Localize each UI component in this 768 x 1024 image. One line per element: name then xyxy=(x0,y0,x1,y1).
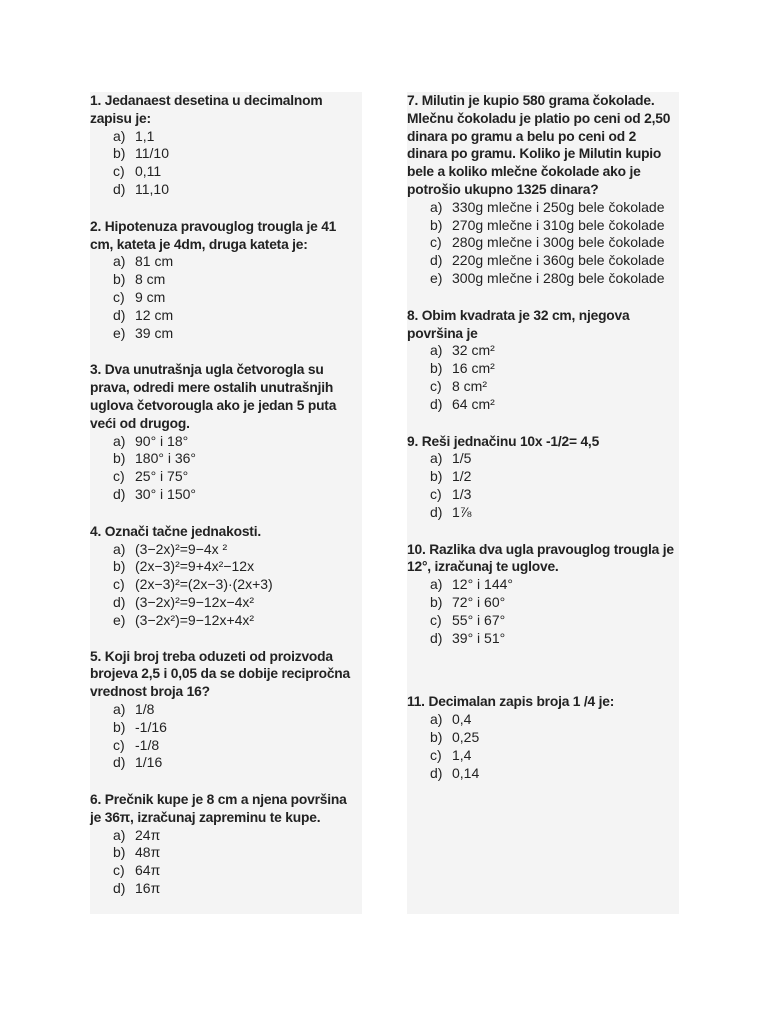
question-text: 11. Decimalan zapis broja 1 /4 je: xyxy=(407,694,615,710)
option-text: 64 cm² xyxy=(452,395,495,412)
answer-option xyxy=(430,729,679,747)
answer-option xyxy=(430,234,679,252)
option-letter: d) xyxy=(113,880,126,897)
option-letter: a) xyxy=(113,432,126,449)
answer-option xyxy=(430,360,679,378)
option-text: 90° i 18° xyxy=(135,432,189,449)
answer-option xyxy=(113,612,362,630)
answer-option xyxy=(113,307,362,325)
answer-option xyxy=(113,128,362,146)
answer-options xyxy=(407,450,679,521)
option-text: 0,4 xyxy=(452,711,472,728)
option-letter: c) xyxy=(113,163,125,180)
question-text: 1. Jedanaest desetina u decimalnom zapisu je: xyxy=(90,93,323,126)
right-column xyxy=(407,92,679,914)
answer-option xyxy=(113,737,362,755)
question-text: 10. Razlika dva ugla pravouglog trougla je 12°, izračunaj te uglove. xyxy=(407,541,674,575)
option-text: 81 cm xyxy=(135,253,174,270)
question-11 xyxy=(407,693,679,782)
answer-option xyxy=(113,719,362,737)
option-letter: d) xyxy=(430,252,443,269)
option-letter: d) xyxy=(113,593,126,610)
answer-option xyxy=(113,253,362,271)
option-text: 1⅞ xyxy=(452,503,472,520)
answer-option xyxy=(113,594,362,612)
option-letter: d) xyxy=(113,485,126,502)
option-text: 0,14 xyxy=(452,764,480,781)
option-letter: d) xyxy=(430,503,443,520)
option-letter: c) xyxy=(430,485,442,502)
option-text: 1/5 xyxy=(452,450,472,467)
question-9 xyxy=(407,433,679,522)
option-text: 330g mlečne i 250g bele čokolade xyxy=(452,198,665,215)
option-text: 11,10 xyxy=(135,180,169,197)
option-text: 1,4 xyxy=(452,746,472,763)
question-4 xyxy=(90,523,362,630)
answer-option xyxy=(113,325,362,343)
left-column xyxy=(90,92,362,914)
option-text: (3−2x)²=9−4x ² xyxy=(135,540,228,557)
answer-option xyxy=(113,486,362,504)
option-text: 64π xyxy=(135,862,161,879)
question-text: 2. Hipotenuza pravouglog trougla je 41 cm, kateta je 4dm, druga kateta je: xyxy=(90,218,337,252)
option-letter: d) xyxy=(430,764,443,781)
option-text: 8 cm² xyxy=(452,377,487,394)
answer-option xyxy=(430,711,679,729)
answer-option xyxy=(113,468,362,486)
answer-option xyxy=(430,594,679,612)
option-text: (3−2x)²=9−12x−4x² xyxy=(135,593,255,610)
question-1 xyxy=(90,92,362,199)
option-letter: b) xyxy=(430,593,443,610)
option-letter: e) xyxy=(430,269,443,286)
option-text: 1/3 xyxy=(452,485,472,502)
option-letter: a) xyxy=(430,342,443,359)
option-text: 12° i 144° xyxy=(452,576,514,593)
answer-option xyxy=(430,765,679,783)
answer-option xyxy=(113,880,362,898)
question-2 xyxy=(90,218,362,343)
option-text: 270g mlečne i 310g bele čokolade xyxy=(452,216,665,233)
option-letter: b) xyxy=(113,558,126,575)
answer-options xyxy=(90,433,362,504)
option-text: 32 cm² xyxy=(452,342,495,359)
option-letter: a) xyxy=(113,540,126,557)
option-letter: b) xyxy=(430,216,443,233)
option-letter: a) xyxy=(113,253,126,270)
answer-option xyxy=(430,747,679,765)
question-7 xyxy=(407,92,679,288)
answer-option xyxy=(113,433,362,451)
option-text: 24π xyxy=(135,826,161,843)
option-text: -1/16 xyxy=(135,718,167,735)
answer-option xyxy=(430,252,679,270)
option-text: 39 cm xyxy=(135,324,174,341)
option-letter: e) xyxy=(113,324,126,341)
option-text: 280g mlečne i 300g bele čokolade xyxy=(452,234,665,251)
answer-options xyxy=(407,199,679,288)
answer-option xyxy=(430,270,679,288)
option-letter: d) xyxy=(113,754,126,771)
question-3 xyxy=(90,361,362,503)
option-letter: c) xyxy=(113,468,125,485)
option-text: (2x−3)²=9+4x²−12x xyxy=(135,558,255,575)
option-letter: a) xyxy=(430,450,443,467)
answer-option xyxy=(430,396,679,414)
answer-option xyxy=(113,541,362,559)
option-letter: b) xyxy=(113,145,126,162)
option-letter: c) xyxy=(113,862,125,879)
option-letter: d) xyxy=(430,629,443,646)
question-text: 9. Reši jednačinu 10x -1/2= 4,5 xyxy=(407,433,600,449)
answer-option xyxy=(430,630,679,648)
option-text: 39° i 51° xyxy=(452,629,506,646)
option-letter: a) xyxy=(113,700,126,717)
answer-option xyxy=(113,450,362,468)
option-text: (2x−3)²=(2x−3)·(2x+3) xyxy=(135,576,273,593)
answer-option xyxy=(113,827,362,845)
option-letter: b) xyxy=(113,844,126,861)
option-text: 12 cm xyxy=(135,306,174,323)
option-letter: c) xyxy=(113,576,125,593)
answer-option xyxy=(113,271,362,289)
option-text: 1/2 xyxy=(452,468,472,485)
answer-option xyxy=(430,199,679,217)
answer-option xyxy=(430,468,679,486)
answer-options xyxy=(90,827,362,898)
option-text: 0,11 xyxy=(135,163,162,180)
answer-option xyxy=(113,558,362,576)
answer-options xyxy=(90,128,362,199)
option-letter: e) xyxy=(113,611,126,628)
option-letter: d) xyxy=(113,306,126,323)
answer-option xyxy=(113,701,362,719)
option-text: 16π xyxy=(135,880,161,897)
question-8 xyxy=(407,307,679,414)
answer-option xyxy=(113,844,362,862)
option-text: (3−2x²)=9−12x+4x² xyxy=(135,611,255,628)
option-letter: b) xyxy=(430,468,443,485)
option-letter: d) xyxy=(430,395,443,412)
question-6 xyxy=(90,791,362,898)
option-text: 16 cm² xyxy=(452,360,495,377)
option-text: 300g mlečne i 280g bele čokolade xyxy=(452,269,665,286)
option-letter: b) xyxy=(113,271,126,288)
option-letter: b) xyxy=(430,360,443,377)
option-letter: c) xyxy=(430,377,442,394)
option-text: 0,25 xyxy=(452,728,480,745)
option-letter: c) xyxy=(113,736,125,753)
answer-option xyxy=(113,289,362,307)
option-text: 8 cm xyxy=(135,271,166,288)
answer-option xyxy=(430,504,679,522)
answer-option xyxy=(113,145,362,163)
answer-option xyxy=(113,754,362,772)
answer-option xyxy=(430,450,679,468)
option-text: 1/8 xyxy=(135,700,155,717)
option-letter: a) xyxy=(113,826,126,843)
option-letter: b) xyxy=(113,718,126,735)
answer-option xyxy=(113,181,362,199)
option-letter: b) xyxy=(430,728,443,745)
question-text: 3. Dva unutrašnja ugla četvorogla su prava, odredi mere ostalih unutrašnjih uglova četvorougla ako je jedan 5 puta veći od drugog. xyxy=(90,362,337,431)
option-text: 1,1 xyxy=(135,127,155,144)
answer-options xyxy=(90,701,362,772)
answer-option xyxy=(430,486,679,504)
option-text: 180° i 36° xyxy=(135,450,197,467)
option-text: 1/16 xyxy=(135,754,163,771)
option-letter: a) xyxy=(113,127,126,144)
option-text: 48π xyxy=(135,844,161,861)
option-letter: c) xyxy=(113,288,125,305)
option-text: 220g mlečne i 360g bele čokolade xyxy=(452,252,665,269)
answer-option xyxy=(430,576,679,594)
answer-option xyxy=(430,612,679,630)
option-letter: c) xyxy=(430,611,442,628)
option-text: 11/10 xyxy=(135,145,169,162)
option-letter: c) xyxy=(430,746,442,763)
answer-option xyxy=(430,378,679,396)
question-text: 8. Obim kvadrata je 32 cm, njegova površina je xyxy=(407,307,630,341)
option-text: 55° i 67° xyxy=(452,611,506,628)
question-10 xyxy=(407,541,679,648)
answer-option xyxy=(113,862,362,880)
answer-option xyxy=(113,163,362,181)
answer-option xyxy=(113,576,362,594)
option-text: 9 cm xyxy=(135,288,166,305)
option-letter: a) xyxy=(430,198,443,215)
option-text: 30° i 150° xyxy=(135,485,197,502)
option-letter: d) xyxy=(113,180,126,197)
option-text: 72° i 60° xyxy=(452,593,506,610)
answer-options xyxy=(407,711,679,782)
option-letter: c) xyxy=(430,234,442,251)
answer-options xyxy=(90,253,362,342)
question-text: 7. Milutin je kupio 580 grama čokolade. Mlečnu čokoladu je platio po ceni od 2,50 dinara po gramu a belu po ceni od 2 dinara po gramu. Koliko je Milutin kupio bele a koliko mlečne čokolade ako je potrošio ukupno 1325 dinara? xyxy=(407,93,671,197)
answer-options xyxy=(407,576,679,647)
answer-options xyxy=(407,342,679,413)
option-letter: a) xyxy=(430,576,443,593)
answer-option xyxy=(430,342,679,360)
option-text: 25° i 75° xyxy=(135,468,189,485)
question-5 xyxy=(90,648,362,773)
question-text: 4. Označi tačne jednakosti. xyxy=(90,523,261,539)
question-text: 6. Prečnik kupe je 8 cm a njena površina je 36π, izračunaj zapreminu te kupe. xyxy=(90,792,347,825)
option-letter: b) xyxy=(113,450,126,467)
option-text: -1/8 xyxy=(135,736,160,753)
option-letter: a) xyxy=(430,711,443,728)
answer-option xyxy=(430,217,679,235)
question-text: 5. Koji broj treba oduzeti od proizvoda brojeva 2,5 i 0,05 da se dobije recipročna vrednost broja 16? xyxy=(90,648,350,700)
answer-options xyxy=(90,541,362,630)
